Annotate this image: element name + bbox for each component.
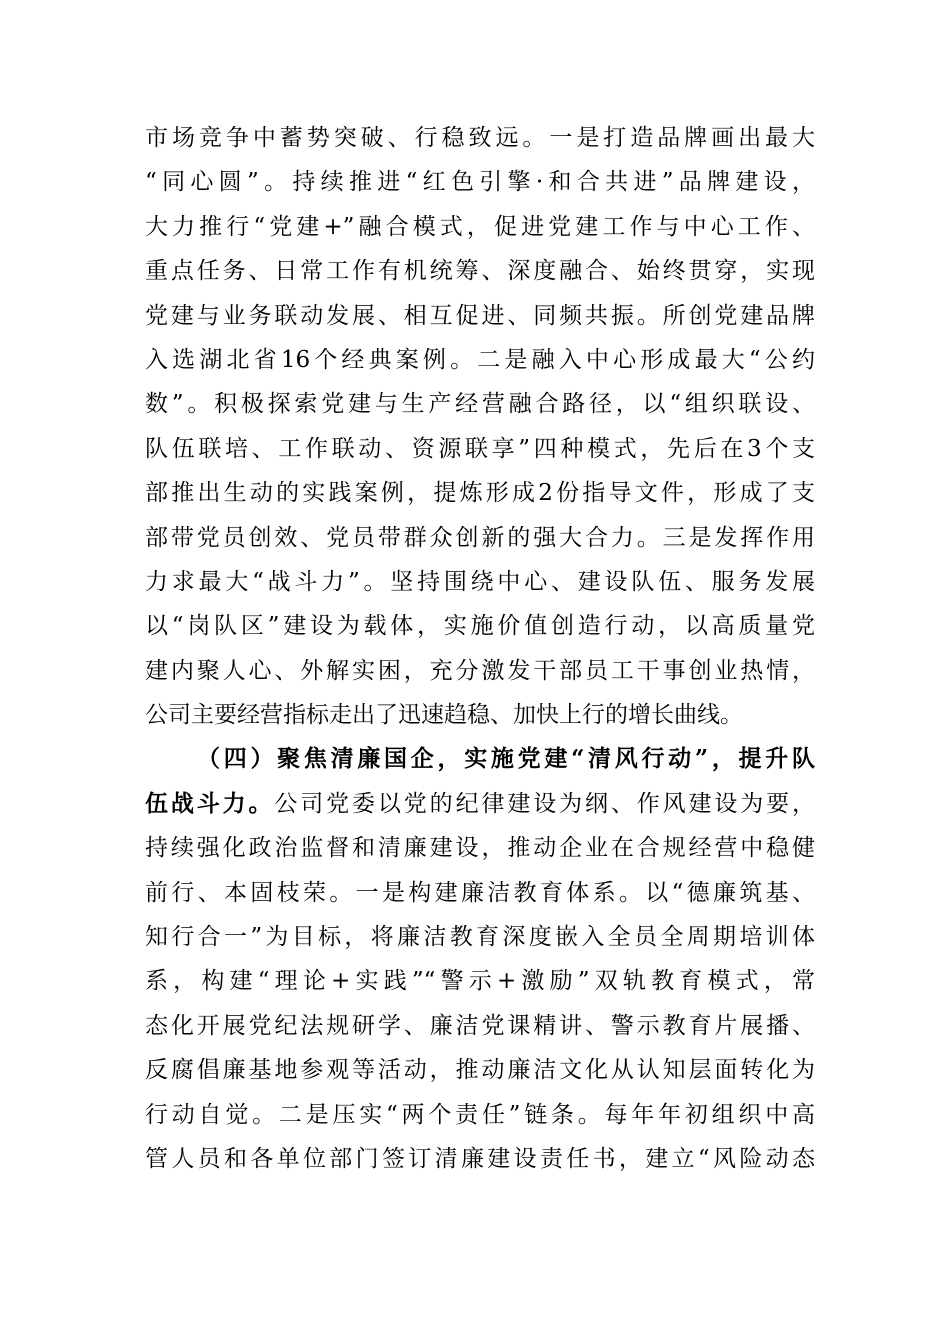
text-line: 党建与业务联动发展、相互促进、同频共振。所创党建品牌: [145, 302, 815, 329]
text-line: 队伍联培、工作联动、资源联享”四种模式，先后在3个支: [145, 435, 815, 462]
text-line: 公司主要经营指标走出了迅速趋稳、加快上行的增长曲线。: [145, 702, 743, 729]
text-line: 系，构建“理论+实践”“警示+激励”双轨教育模式，常: [145, 968, 815, 995]
text-line: 持续强化政治监督和清廉建设，推动企业在合规经营中稳健: [145, 835, 815, 862]
text-line: 部带党员创效、党员带群众创新的强大合力。三是发挥作用: [145, 524, 815, 551]
text-line: 数”。积极探索党建与生产经营融合路径，以“组织联设、: [145, 391, 815, 418]
text-line: 力求最大“战斗力”。坚持围绕中心、建设队伍、服务发展: [145, 568, 815, 595]
text-line: 入选湖北省16个经典案例。二是融入中心形成最大“公约: [145, 346, 815, 373]
text-line: 部推出生动的实践案例，提炼形成2份指导文件，形成了支: [145, 480, 815, 507]
text-line: 市场竞争中蓄势突破、行稳致远。一是打造品牌画出最大: [145, 125, 815, 151]
text-span: 公司党委以党的纪律建设为纲、作风建设为要，: [274, 790, 815, 817]
text-line: 行动自觉。二是压实“两个责任”链条。每年年初组织中高: [145, 1101, 815, 1128]
section-heading: （四）聚焦清廉国企，实施党建“清风行动”，提升队: [197, 745, 815, 773]
section-heading-tail: 伍战斗力。: [145, 789, 275, 817]
text-line: 管人员和各单位部门签订清廉建设责任书，建立“风险动态: [145, 1145, 815, 1172]
text-line: 以“岗队区”建设为载体，实施价值创造行动，以高质量党: [145, 613, 815, 640]
text-line: “同心圆”。持续推进“红色引擎·和合共进”品牌建设，: [145, 169, 815, 196]
text-line: 知行合一”为目标，将廉洁教育深度嵌入全员全周期培训体: [145, 924, 815, 951]
section-heading-continuation: [145, 782, 815, 826]
text-line: 前行、本固枝荣。一是构建廉洁教育体系。以“德廉筑基、: [145, 879, 815, 906]
text-line: 重点任务、日常工作有机统筹、深度融合、始终贯穿，实现: [145, 258, 815, 285]
text-line: 态化开展党纪法规研学、廉洁党课精讲、警示教育片展播、: [145, 1012, 815, 1039]
text-line: 建内聚人心、外解实困，充分激发干部员工干事创业热情，: [145, 657, 815, 684]
text-line: 大力推行“党建+”融合模式，促进党建工作与中心工作、: [145, 213, 815, 240]
text-line: 反腐倡廉基地参观等活动，推动廉洁文化从认知层面转化为: [145, 1057, 815, 1084]
document-body: [145, 116, 815, 1181]
